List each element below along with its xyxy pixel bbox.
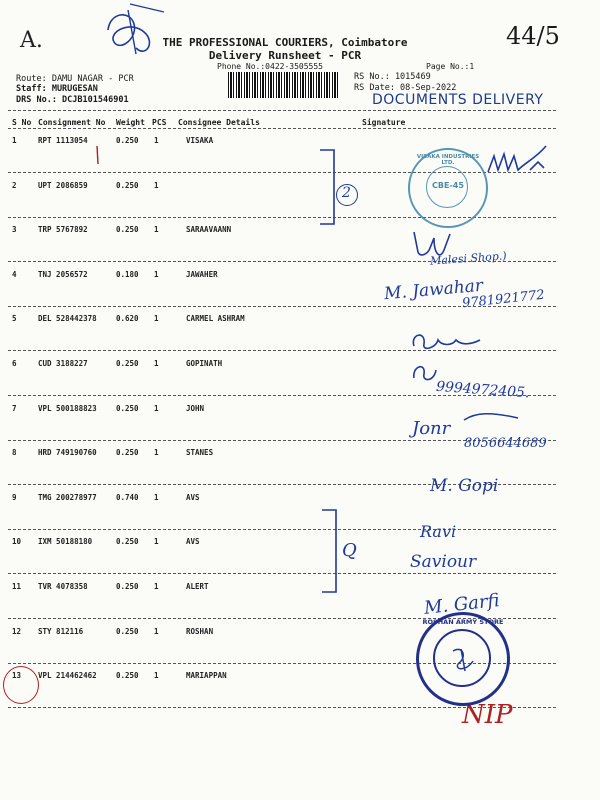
route: Route: DAMU NAGAR - PCR: [16, 74, 134, 84]
row-weight: 0.250: [116, 403, 139, 413]
row-pcs: 1: [154, 225, 159, 235]
row-consignment: VPL 500188823: [38, 403, 97, 413]
handwritten-a-mark: A.: [20, 28, 43, 53]
row-consignee: CARMEL ASHRAM: [186, 314, 245, 324]
row-sno: 5: [12, 314, 17, 324]
row-sno: 2: [12, 180, 17, 190]
handwriting-row10-q: Q: [342, 540, 357, 561]
row-weight: 0.250: [116, 359, 139, 368]
header-rule-bottom: [8, 128, 556, 129]
row-consignment: RPT 1113054: [38, 136, 88, 145]
row-consignee: GOPINATH: [186, 359, 223, 368]
row-weight: 0.620: [116, 314, 139, 324]
rs-date: RS Date: 08-Sep-2022: [354, 83, 457, 93]
row-consignee: STANES: [186, 448, 214, 458]
row-pcs: 1: [154, 359, 159, 368]
col-sno: S No: [12, 118, 32, 127]
staff: Staff: MURUGESAN: [16, 84, 98, 94]
handwriting-row11: M. Garfi: [423, 590, 501, 619]
handwriting-row8-phone: 8056644689: [464, 436, 547, 451]
row-pcs: 1: [154, 180, 159, 190]
row-sno: 4: [12, 269, 17, 279]
row-sno: 1: [12, 136, 17, 145]
roshan-stamp-signature: [447, 643, 479, 675]
roshan-stamp-text: ROSHAN ARMY STORE: [422, 618, 504, 626]
row-weight: 0.250: [116, 671, 139, 681]
col-consignment: Consignment No: [38, 118, 106, 127]
roshan-stamp: [416, 612, 510, 706]
row-weight: 0.250: [116, 136, 139, 145]
row-consignment: TVR 4078358: [38, 582, 88, 591]
row-sno: 12: [12, 626, 22, 636]
row-pcs: 1: [154, 582, 159, 591]
visaka-stamp-code: CBE-45: [432, 181, 464, 190]
row-consignment: DEL 528442378: [38, 314, 97, 324]
circled-row13: [3, 666, 39, 704]
runsheet-title: Delivery Runsheet - PCR: [208, 49, 362, 62]
row-sno: 3: [12, 225, 17, 235]
row-sno: 10: [12, 537, 22, 547]
row-pcs: 1: [154, 448, 159, 458]
row-consignment: HRD 749190760: [38, 448, 97, 458]
row-consignee: SARAAVAANN: [186, 225, 232, 235]
handwriting-row4-phone: 9781921772: [461, 287, 546, 312]
row-sno: 9: [12, 492, 17, 502]
handwriting-row4-name: M. Jawahar: [383, 275, 484, 305]
page-number: Page No.:1: [426, 62, 475, 71]
handwritten-count: 44/5: [506, 22, 560, 50]
row-pcs: 1: [154, 671, 159, 681]
row-consignee: ALERT: [186, 582, 209, 591]
signature-row1: [486, 142, 556, 182]
rs-number: RS No.: 1015469: [354, 72, 431, 82]
circled-two-text: 2: [342, 185, 351, 201]
row-consignee: AVS: [186, 537, 200, 547]
handwriting-row10-sign: Saviour: [410, 552, 477, 572]
row-weight: 0.250: [116, 180, 139, 190]
row-sno: 13: [12, 671, 22, 681]
handwriting-row6-phone: 9994972405.: [435, 378, 530, 402]
drs-number: DRS No.: DCJB101546901: [16, 95, 129, 105]
col-signature: Signature: [362, 118, 406, 127]
row-consignment: TMG 200278977: [38, 492, 97, 502]
row-sno: 7: [12, 403, 17, 413]
row-weight: 0.250: [116, 582, 139, 591]
row-weight: 0.250: [116, 537, 139, 547]
row-weight: 0.250: [116, 626, 139, 636]
documents-delivery-stamp: DOCUMENTS DELIVERY: [372, 92, 544, 108]
row-divider: [8, 573, 556, 574]
col-consignee: Consignee Details: [178, 118, 260, 127]
handwriting-row10-name: Ravi: [420, 522, 457, 541]
row-weight: 0.250: [116, 225, 139, 235]
row-divider: [8, 529, 556, 530]
row-pcs: 1: [154, 537, 159, 547]
row-consignment: STY 812116: [38, 626, 84, 636]
row-pcs: 1: [154, 626, 159, 636]
company-name: THE PROFESSIONAL COURIERS, Coimbatore: [162, 36, 408, 49]
visaka-stamp: [408, 148, 488, 228]
row-sno: 6: [12, 359, 17, 368]
visaka-stamp-text: VISAKA INDUSTRIES LTD.: [416, 154, 480, 166]
col-pcs: PCS: [152, 118, 167, 127]
row7-stroke: [462, 408, 522, 424]
handwriting-row13: NIP: [462, 700, 513, 730]
row-consignee: MARIAPPAN: [186, 671, 227, 681]
signature-row5: [408, 326, 488, 356]
row-consignment: UPT 2086859: [38, 180, 88, 190]
row-consignment: TNJ 2056572: [38, 269, 88, 279]
row-pcs: 1: [154, 403, 159, 413]
row-consignee: VISAKA: [186, 136, 214, 145]
row-consignment: VPL 214462462: [38, 671, 97, 681]
row-weight: 0.740: [116, 492, 139, 502]
col-weight: Weight: [116, 118, 145, 127]
row-weight: 0.250: [116, 448, 139, 458]
row-pcs: 1: [154, 269, 159, 279]
handwriting-row9: M. Gopi: [430, 476, 499, 496]
handwriting-row3: Malesi Shop.): [429, 249, 507, 268]
row-consignment: IXM 50188180: [38, 537, 93, 547]
row-sno: 8: [12, 448, 17, 458]
row-consignee: JOHN: [186, 403, 205, 413]
row-weight: 0.180: [116, 269, 139, 279]
row-sno: 11: [12, 582, 22, 591]
row-consignee: AVS: [186, 492, 200, 502]
row-consignment: CUD 3188227: [38, 359, 88, 368]
row-consignee: JAWAHER: [186, 269, 218, 279]
row-pcs: 1: [154, 492, 159, 502]
row-pcs: 1: [154, 136, 159, 145]
phone-number: Phone No.:0422-3505555: [217, 62, 323, 71]
header-rule-top: [8, 110, 556, 111]
row1-tick: [92, 144, 102, 166]
row-consignee: ROSHAN: [186, 626, 214, 636]
row-pcs: 1: [154, 314, 159, 324]
handwriting-row7: Jonr: [412, 418, 451, 439]
row-consignment: TRP 5767892: [38, 225, 88, 235]
barcode: [228, 72, 340, 98]
